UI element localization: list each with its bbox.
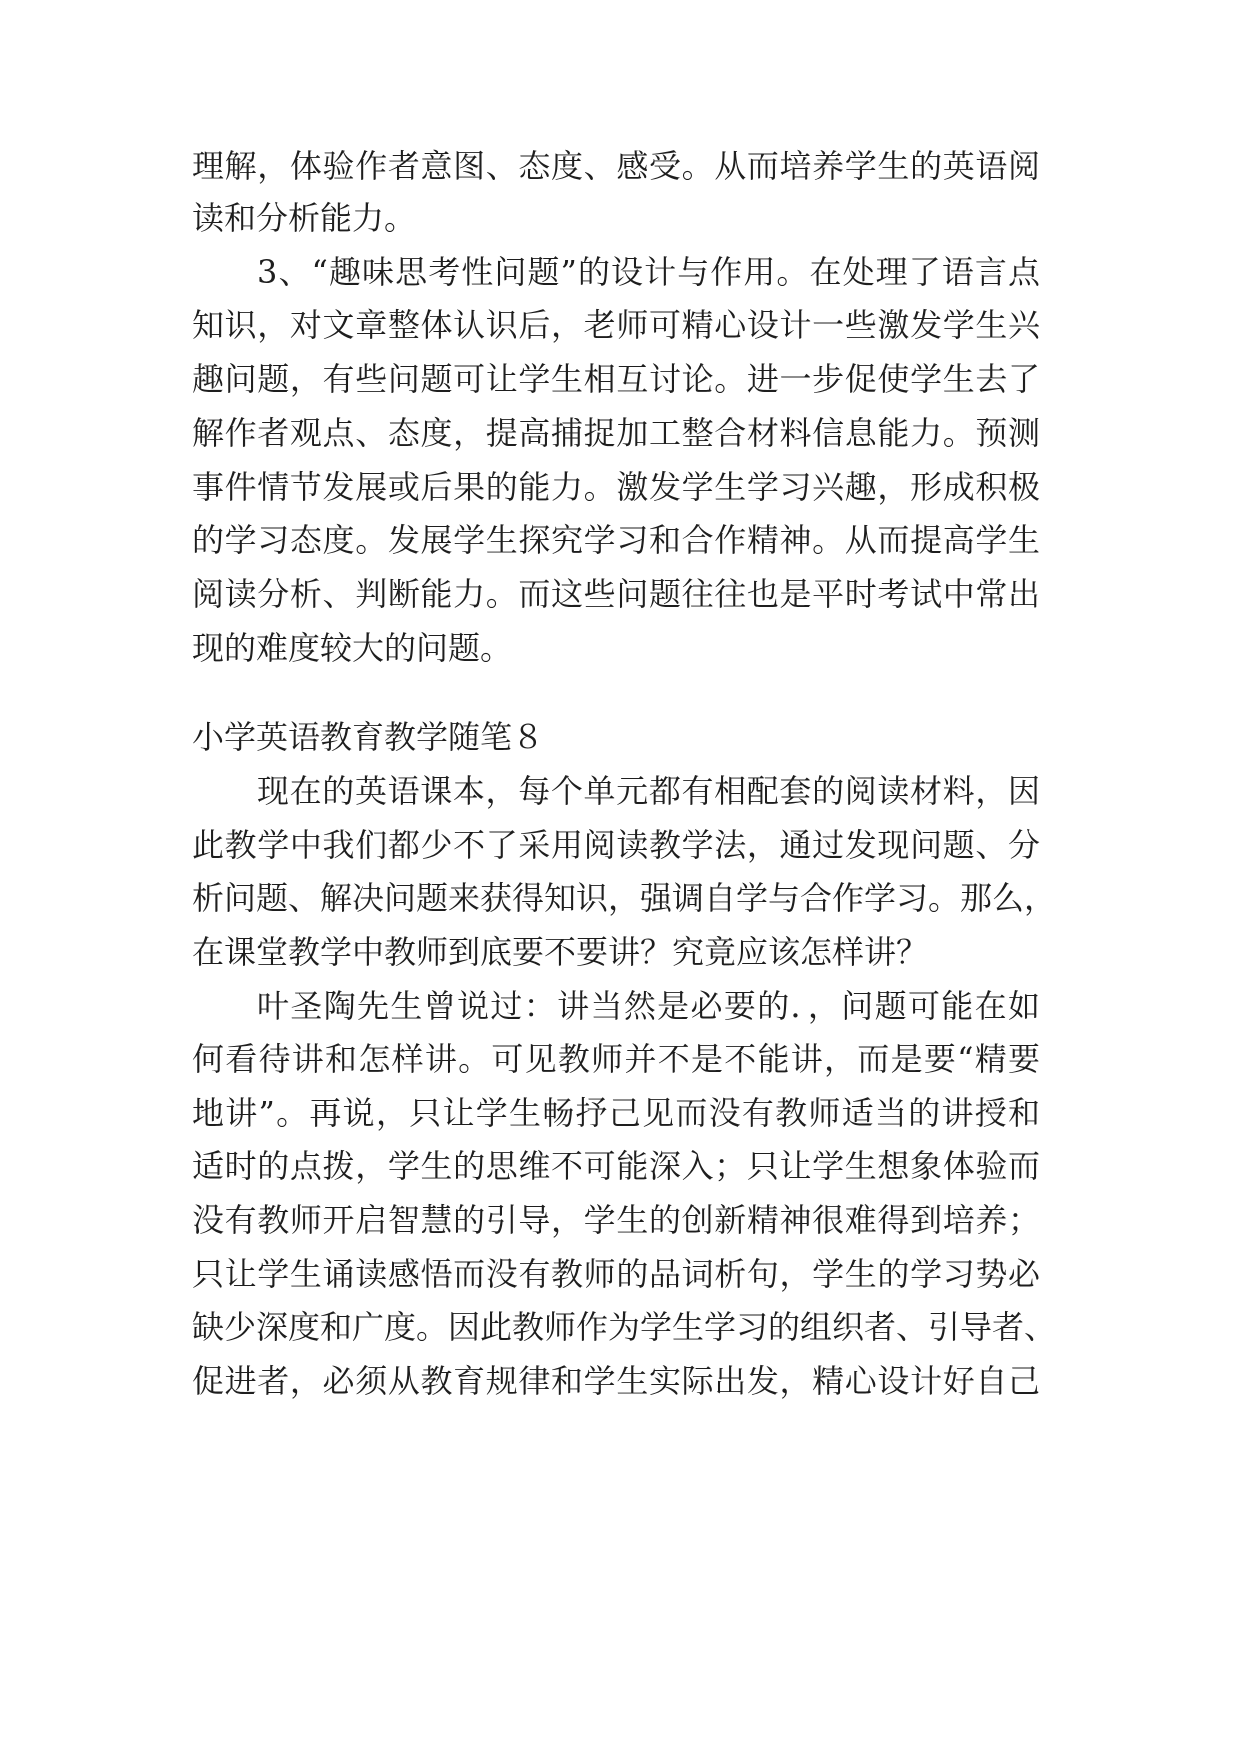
text-line: 解作者观点、态度，提高捕捉加工整合材料信息能力。预测 <box>192 414 1040 452</box>
text-line: 缺少深度和广度。因此教师作为学生学习的组织者、引导者、 <box>192 1308 1057 1346</box>
text-line: 读和分析能力。 <box>192 199 417 237</box>
text-line: 趣问题，有些问题可让学生相互讨论。进一步促使学生去了 <box>192 360 1040 398</box>
text-line: 地讲”。再说，只让学生畅抒己见而没有教师适当的讲授和 <box>192 1094 1040 1132</box>
text-line: 现的难度较大的问题。 <box>192 629 513 667</box>
text-line: 阅读分析、判断能力。而这些问题往往也是平时考试中常出 <box>192 575 1040 613</box>
text-line: 叶圣陶先生曾说过：讲当然是必要的．，问题可能在如 <box>257 987 1040 1025</box>
text-line: 事件情节发展或后果的能力。激发学生学习兴趣，形成积极 <box>192 468 1040 506</box>
text-line: 知识，对文章整体认识后，老师可精心设计一些激发学生兴 <box>192 306 1040 344</box>
section-heading: 小学英语教育教学随笔８ <box>192 718 545 756</box>
text-line: 此教学中我们都少不了采用阅读教学法，通过发现问题、分 <box>192 826 1040 864</box>
text-line: 在课堂教学中教师到底要不要讲？究竟应该怎样讲？ <box>192 933 929 971</box>
text-line: 何看待讲和怎样讲。可见教师并不是不能讲，而是要“精要 <box>192 1040 1040 1078</box>
text-line: 只让学生诵读感悟而没有教师的品词析句，学生的学习势必 <box>192 1255 1040 1293</box>
text-line: 适时的点拨，学生的思维不可能深入；只让学生想象体验而 <box>192 1147 1040 1185</box>
text-line: 3、“趣味思考性问题”的设计与作用。在处理了语言点 <box>257 253 1040 291</box>
text-line: 现在的英语课本，每个单元都有相配套的阅读材料，因 <box>257 772 1040 810</box>
text-line: 的学习态度。发展学生探究学习和合作精神。从而提高学生 <box>192 521 1040 559</box>
text-line: 析问题、解决问题来获得知识，强调自学与合作学习。那么， <box>192 879 1057 917</box>
text-line: 促进者，必须从教育规律和学生实际出发，精心设计好自己 <box>192 1362 1040 1400</box>
text-line: 没有教师开启智慧的引导，学生的创新精神很难得到培养； <box>192 1201 1040 1239</box>
text-line: 理解，体验作者意图、态度、感受。从而培养学生的英语阅 <box>192 147 1040 185</box>
